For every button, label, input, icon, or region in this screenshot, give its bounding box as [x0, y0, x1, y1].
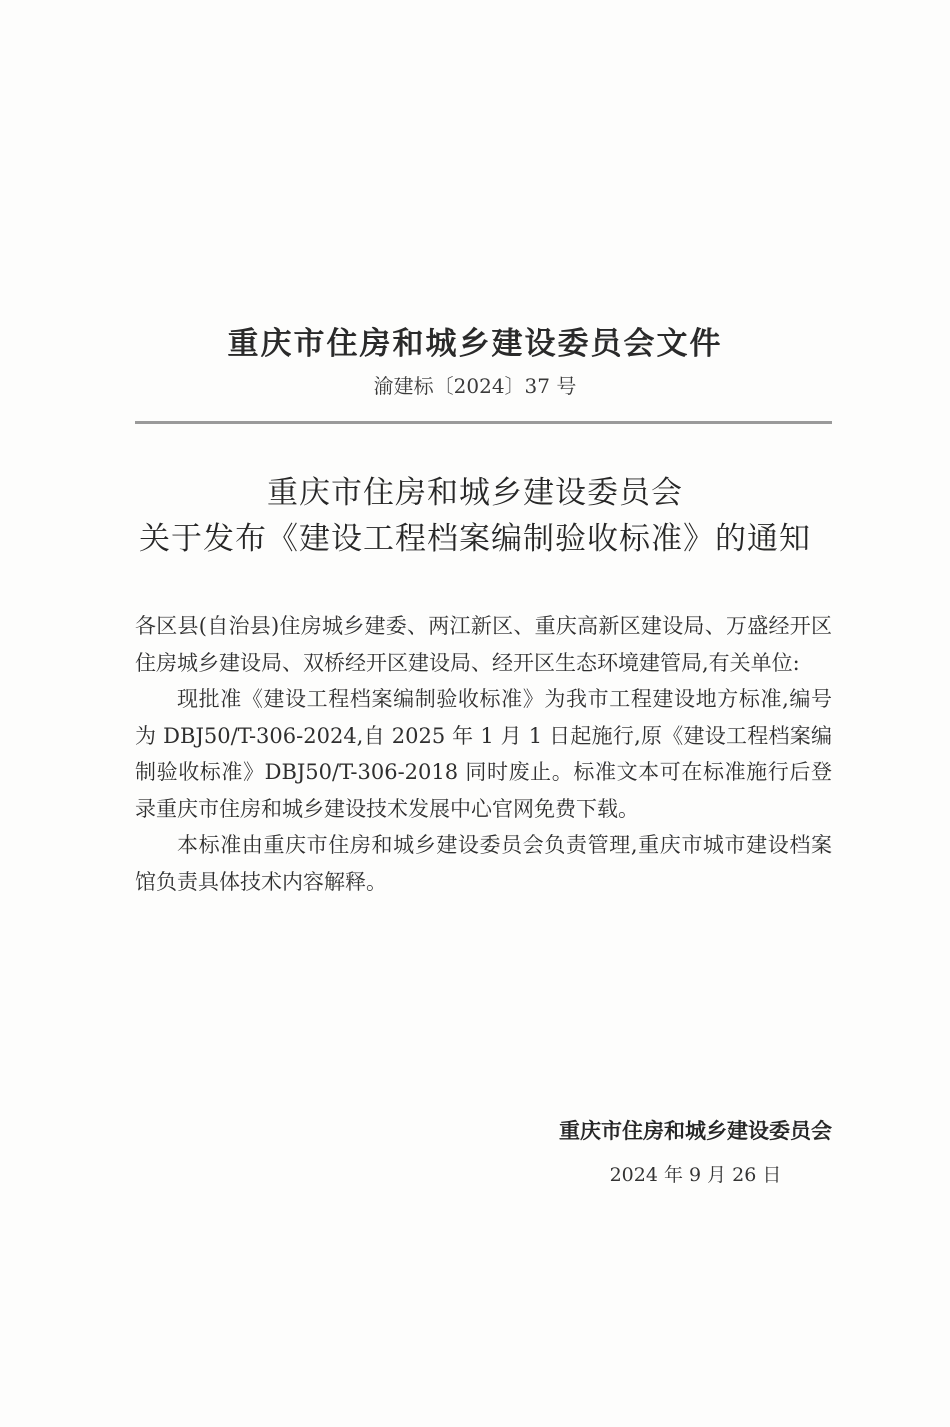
document-header [0, 322, 950, 400]
body-paragraph-2: 本标准由重庆市住房和城乡建设委员会负责管理,重庆市城市建设档案馆负责具体技术内容解释。 [135, 833, 832, 894]
document-number: 渝建标〔2024〕37 号 [373, 374, 577, 398]
notice-title-line-1: 重庆市住房和城乡建设委员会 [267, 475, 683, 511]
signature-block [559, 1113, 832, 1193]
issuer-title: 重庆市住房和城乡建设委员会文件 [227, 326, 723, 362]
header-divider [135, 421, 832, 424]
body-paragraph-1: 现批准《建设工程档案编制验收标准》为我市工程建设地方标准,编号为 DBJ50/T-306-2024,自 2025 年 1 月 1 日起施行,原《建设工程档案编制验收标准》DBJ50/T-306-2018 同时废止。标准文本可在标准施行后登录重庆市住房和城乡建设技术发展中心官网免费下载。 [135, 687, 832, 821]
signature-organization: 重庆市住房和城乡建设委员会 [559, 1118, 832, 1143]
notice-body [135, 608, 832, 900]
addressee-paragraph: 各区县(自治县)住房城乡建委、两江新区、重庆高新区建设局、万盛经开区住房城乡建设局、双桥经开区建设局、经开区生态环境建管局,有关单位: [135, 614, 832, 675]
notice-title-line-2: 关于发布《建设工程档案编制验收标准》的通知 [139, 521, 811, 557]
signature-date: 2024 年 9 月 26 日 [609, 1164, 782, 1186]
notice-title [0, 470, 950, 562]
